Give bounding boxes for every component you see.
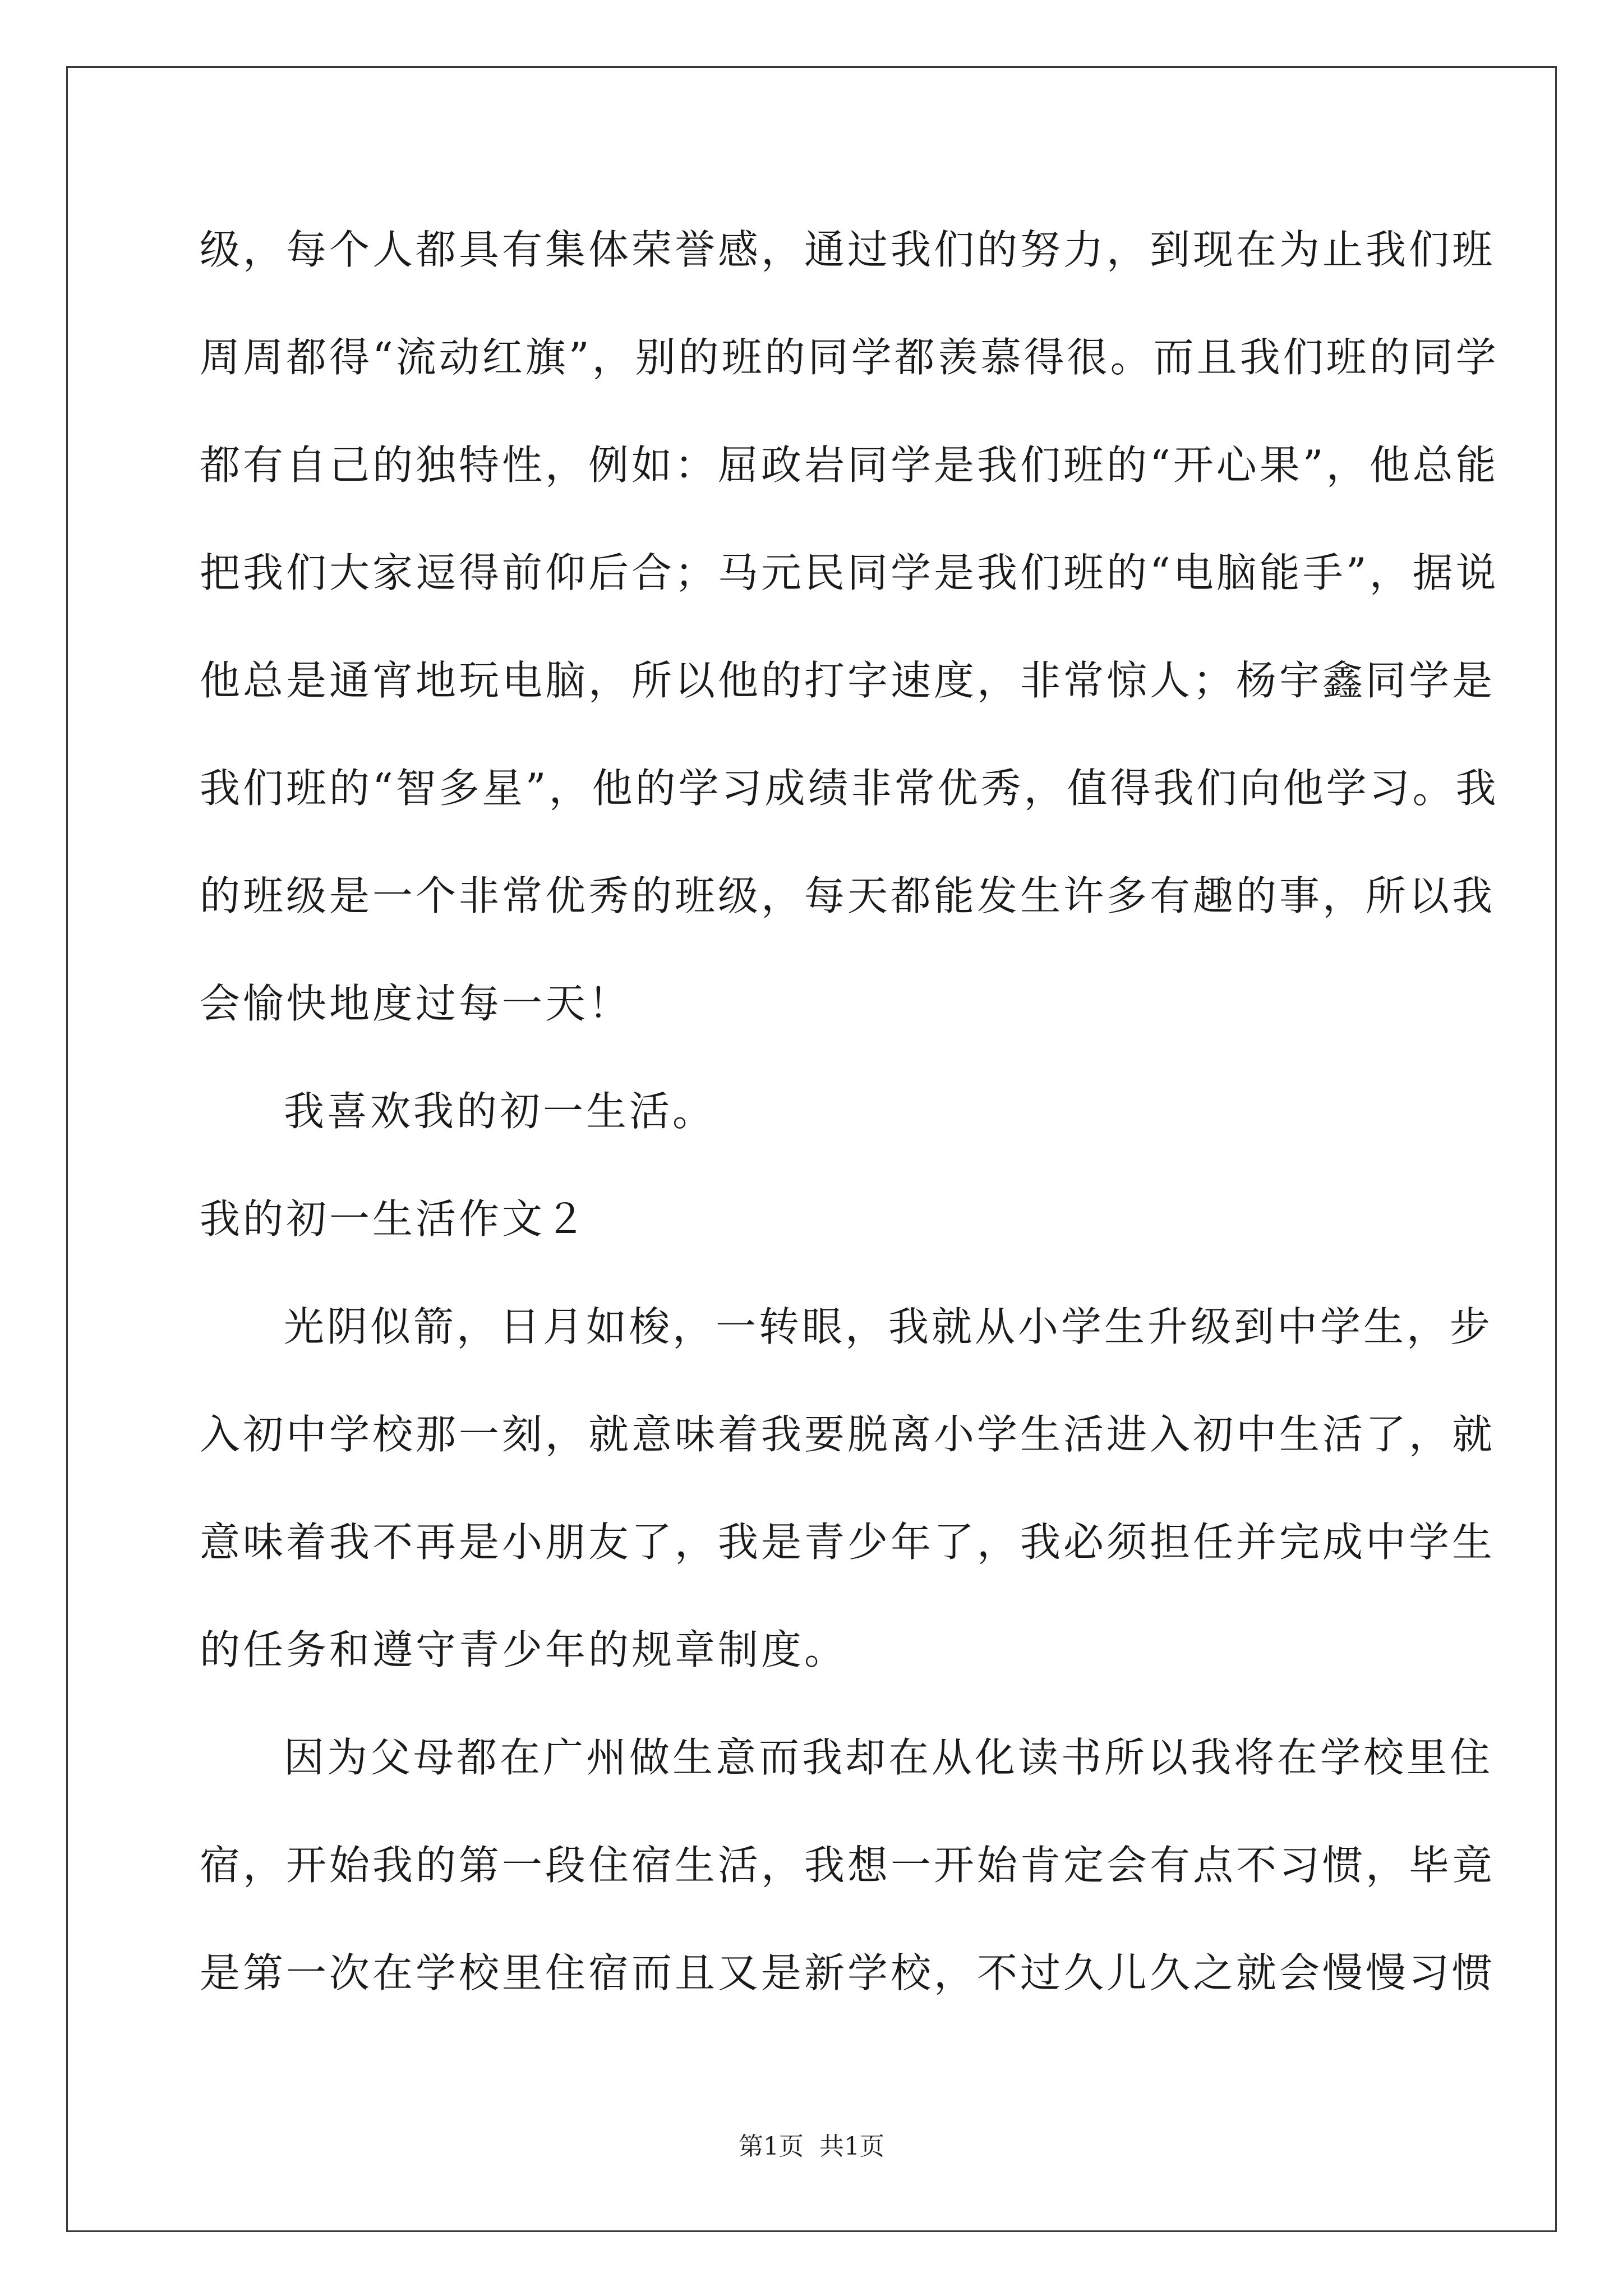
text-line: 入初中学校那一刻，就意味着我要脱离小学生活进入初中生活了，就 bbox=[200, 1411, 1496, 1458]
text-line: 他总是通宵地玩电脑，所以他的打字速度，非常惊人；杨宇鑫同学是 bbox=[200, 657, 1496, 704]
page-border bbox=[66, 66, 1557, 2232]
paragraph-line: 光阴似箭，日月如梭，一转眼，我就从小学生升级到中学生，步 bbox=[284, 1303, 1493, 1350]
text-line: 意味着我不再是小朋友了，我是青少年了，我必须担任并完成中学生 bbox=[200, 1519, 1496, 1566]
page-footer bbox=[0, 2130, 1623, 2164]
text-line: 会愉快地度过每一天！ bbox=[200, 980, 632, 1027]
page-number: 第1页 bbox=[739, 2132, 804, 2161]
text-line: 是第一次在学校里住宿而且又是新学校，不过久儿久之就会慢慢习惯 bbox=[200, 1949, 1496, 1996]
text-line: 的班级是一个非常优秀的班级，每天都能发生许多有趣的事，所以我 bbox=[200, 872, 1496, 919]
text-line: 我们班的“智多星”，他的学习成绩非常优秀，值得我们向他学习。我 bbox=[200, 765, 1499, 812]
page-count: 共1页 bbox=[819, 2132, 884, 2161]
paragraph-line: 我喜欢我的初一生活。 bbox=[284, 1088, 716, 1135]
text-line: 周周都得“流动红旗”，别的班的同学都羡慕得很。而且我们班的同学 bbox=[200, 334, 1499, 381]
text-line: 宿，开始我的第一段住宿生活，我想一开始肯定会有点不习惯，毕竟 bbox=[200, 1842, 1496, 1889]
paragraph-line: 因为父母都在广州做生意而我却在从化读书所以我将在学校里住 bbox=[284, 1734, 1493, 1781]
section-heading: 我的初一生活作文２ bbox=[200, 1195, 589, 1243]
text-line: 把我们大家逗得前仰后合；马元民同学是我们班的“电脑能手”，据说 bbox=[200, 549, 1499, 596]
text-line: 都有自己的独特性，例如：屈政岩同学是我们班的“开心果”，他总能 bbox=[200, 441, 1499, 489]
text-line: 的任务和遵守青少年的规章制度。 bbox=[200, 1626, 848, 1673]
text-line: 级，每个人都具有集体荣誉感，通过我们的努力，到现在为止我们班 bbox=[200, 226, 1496, 273]
